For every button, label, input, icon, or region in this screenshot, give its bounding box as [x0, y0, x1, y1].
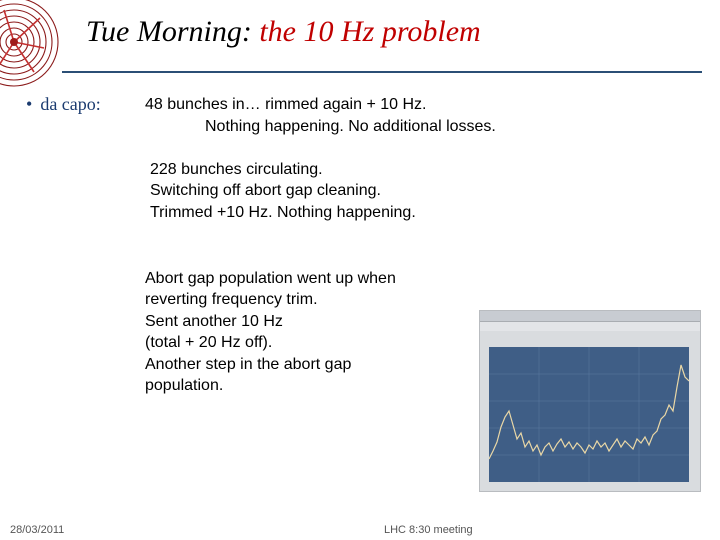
block3-line3: Sent another 10 Hz	[145, 313, 283, 330]
block1-line2: Nothing happening. No additional losses.	[205, 118, 496, 135]
bullet-label: da capo:	[40, 94, 101, 114]
title-highlight: the 10 Hz problem	[259, 15, 481, 48]
block2-line1: 228 bunches circulating.	[150, 161, 323, 178]
title-divider	[62, 71, 702, 73]
abort-gap-plot	[489, 347, 689, 482]
block1-line1: 48 bunches in… rimmed again + 10 Hz.	[145, 96, 427, 113]
block3-line4: (total + 20 Hz off).	[145, 334, 273, 351]
bullet-item	[26, 94, 101, 115]
screenshot-menubar	[480, 322, 700, 331]
block2-line2: Switching off abort gap cleaning.	[150, 182, 381, 199]
block2-line3: Trimmed +10 Hz. Nothing happening.	[150, 204, 416, 221]
block3-line1: Abort gap population went up when	[145, 270, 396, 287]
slide-title	[86, 14, 481, 50]
block3-line5: Another step in the abort gap	[145, 356, 352, 373]
block3-line2: reverting frequency trim.	[145, 291, 318, 308]
footer-date: 28/03/2011	[10, 524, 65, 536]
block3-line6: population.	[145, 377, 224, 394]
title-prefix: Tue Morning:	[86, 15, 260, 48]
lhc-ring-logo-icon	[0, 0, 62, 92]
abort-gap-monitor-screenshot	[479, 310, 701, 492]
screenshot-toolbar	[480, 311, 700, 322]
footer-meeting: LHC 8:30 meeting	[384, 524, 473, 536]
bullet-dot-icon: •	[26, 94, 33, 114]
